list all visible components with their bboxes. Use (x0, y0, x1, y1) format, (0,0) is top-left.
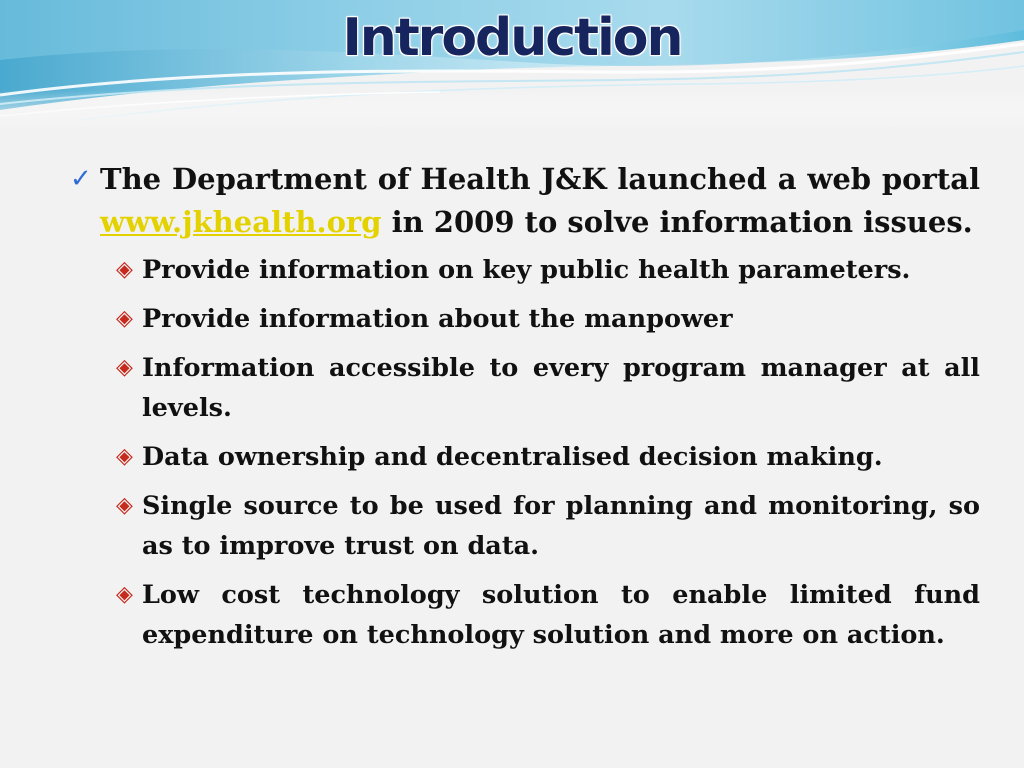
slide-title: Introduction (342, 8, 682, 68)
intro-text-after: in 2009 to solve information issues. (391, 205, 973, 239)
diamond-icon: ◈ (116, 444, 133, 469)
slide-content (0, 158, 1024, 664)
sub-bullet-list (0, 250, 1024, 655)
list-item-text: Provide information on key public health parameters. (142, 255, 911, 285)
list-item (116, 437, 980, 477)
diamond-icon: ◈ (116, 257, 133, 282)
diamond-icon: ◈ (116, 355, 133, 380)
list-item-text: Provide information about the manpower (142, 304, 733, 334)
list-item (116, 299, 980, 339)
intro-bullet (70, 158, 980, 244)
list-item (116, 348, 980, 428)
list-item (116, 486, 980, 566)
list-item-text: Low cost technology solution to enable limited fund expenditure on technology solution and more on action. (142, 580, 980, 650)
intro-text-before: The Department of Health J&K launched a web portal (100, 162, 980, 196)
list-item-text: Single source to be used for planning and monitoring, so as to improve trust on data. (142, 491, 980, 561)
portal-link[interactable]: www.jkhealth.org (100, 205, 382, 239)
list-item (116, 250, 980, 290)
list-item-text: Information accessible to every program manager at all levels. (142, 353, 980, 423)
list-item (116, 575, 980, 655)
diamond-icon: ◈ (116, 582, 133, 607)
diamond-icon: ◈ (116, 493, 133, 518)
list-item-text: Data ownership and decentralised decision making. (142, 442, 883, 472)
checkmark-icon: ✓ (70, 164, 92, 194)
diamond-icon: ◈ (116, 306, 133, 331)
